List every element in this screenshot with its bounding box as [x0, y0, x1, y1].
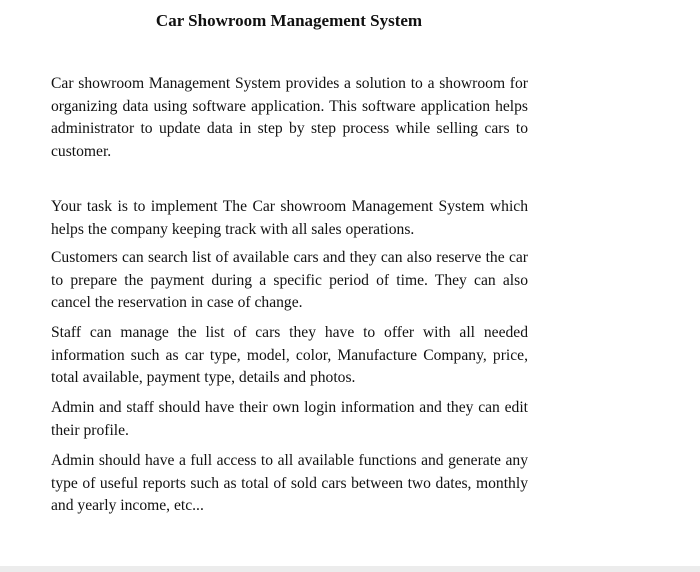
paragraph-admin: Admin should have a full access to all available functions and generate any type of useful reports such as total of sold cars between two dates, monthly and yearly income, etc... [51, 452, 528, 514]
paragraph-introduction: Car showroom Management System provides a solution to a showroom for organizing data using software application. This software application helps administrator to update data in step by step process while selling cars to customer. [51, 75, 528, 160]
paragraph-customers: Customers can search list of available cars and they can also reserve the car to prepare the payment during a specific period of time. They can also cancel the reservation in case of change. [51, 249, 528, 311]
document-title: Car Showroom Management System [155, 11, 423, 30]
page-bottom-border [0, 566, 700, 572]
paragraph-task: Your task is to implement The Car showroom Management System which helps the company keeping track with all sales operations. [51, 198, 528, 238]
paragraph-login: Admin and staff should have their own login information and they can edit their profile. [51, 399, 528, 439]
paragraph-staff: Staff can manage the list of cars they have to offer with all needed information such as car type, model, color, Manufacture Company, price, total available, payment type, details and photos. [51, 324, 528, 386]
